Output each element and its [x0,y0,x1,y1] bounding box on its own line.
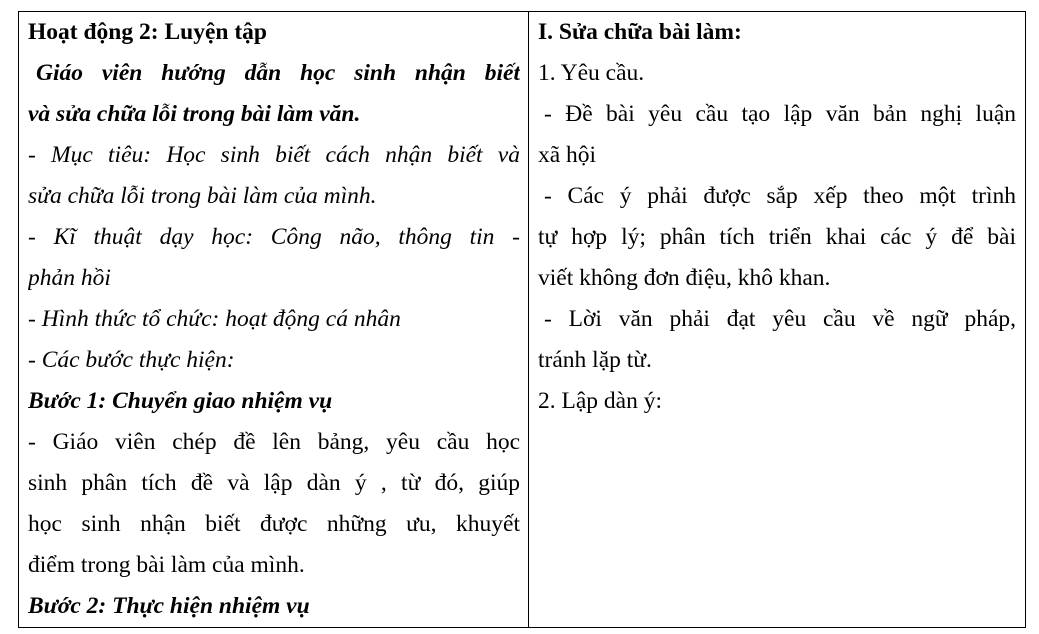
step-2-heading: Bước 2: Thực hiện nhiệm vụ [28,593,310,619]
activity-column [19,12,529,627]
objective-line-1: - Mục tiêu: Học sinh biết cách nhận biết và [28,142,520,168]
steps-label: - Các bước thực hiện: [28,347,235,373]
step-1-text-line-4: điểm trong bài làm của mình. [28,552,305,578]
step-1-text-line-3: học sinh nhận biết được những ưu, khuyết [28,511,520,537]
organization-form: - Hình thức tổ chức: hoạt động cá nhân [28,306,401,332]
activity-goal-line-1: Giáo viên hướng dẫn học sinh nhận biết [36,60,520,86]
step-1-heading: Bước 1: Chuyển giao nhiệm vụ [28,388,333,414]
objective-line-2: sửa chữa lỗi trong bài làm của mình. [28,183,377,209]
requirement-1-line-1: - Đề bài yêu cầu tạo lập văn bản nghị luận [544,101,1016,127]
technique-line-2: phản hồi [28,265,111,291]
requirement-2-line-1: - Các ý phải được sắp xếp theo một trình [544,183,1016,209]
requirement-2-line-2: tự hợp lý; phân tích triển khai các ý để bài [538,224,1016,250]
section-heading: I. Sửa chữa bài làm: [538,19,742,45]
requirement-1-line-2: xã hội [538,142,597,168]
technique-line-1: - Kĩ thuật dạy học: Công não, thông tin - [28,224,520,250]
requirement-2-line-3: viết không đơn điệu, khô khan. [538,265,831,291]
outline-heading: 2. Lập dàn ý: [538,388,662,414]
requirement-3-line-2: tránh lặp từ. [538,347,652,373]
requirements-heading: 1. Yêu cầu. [538,60,645,86]
step-1-text-line-2: sinh phân tích đề và lập dàn ý , từ đó, giúp [28,470,520,496]
activity-goal-line-2: và sửa chữa lỗi trong bài làm văn. [28,101,361,127]
step-1-text-line-1: - Giáo viên chép đề lên bảng, yêu cầu học [28,429,520,455]
requirement-3-line-1: - Lời văn phải đạt yêu cầu về ngữ pháp, [544,306,1016,332]
content-column [529,12,1025,627]
lesson-table [18,11,1026,628]
activity-heading: Hoạt động 2: Luyện tập [28,19,267,45]
